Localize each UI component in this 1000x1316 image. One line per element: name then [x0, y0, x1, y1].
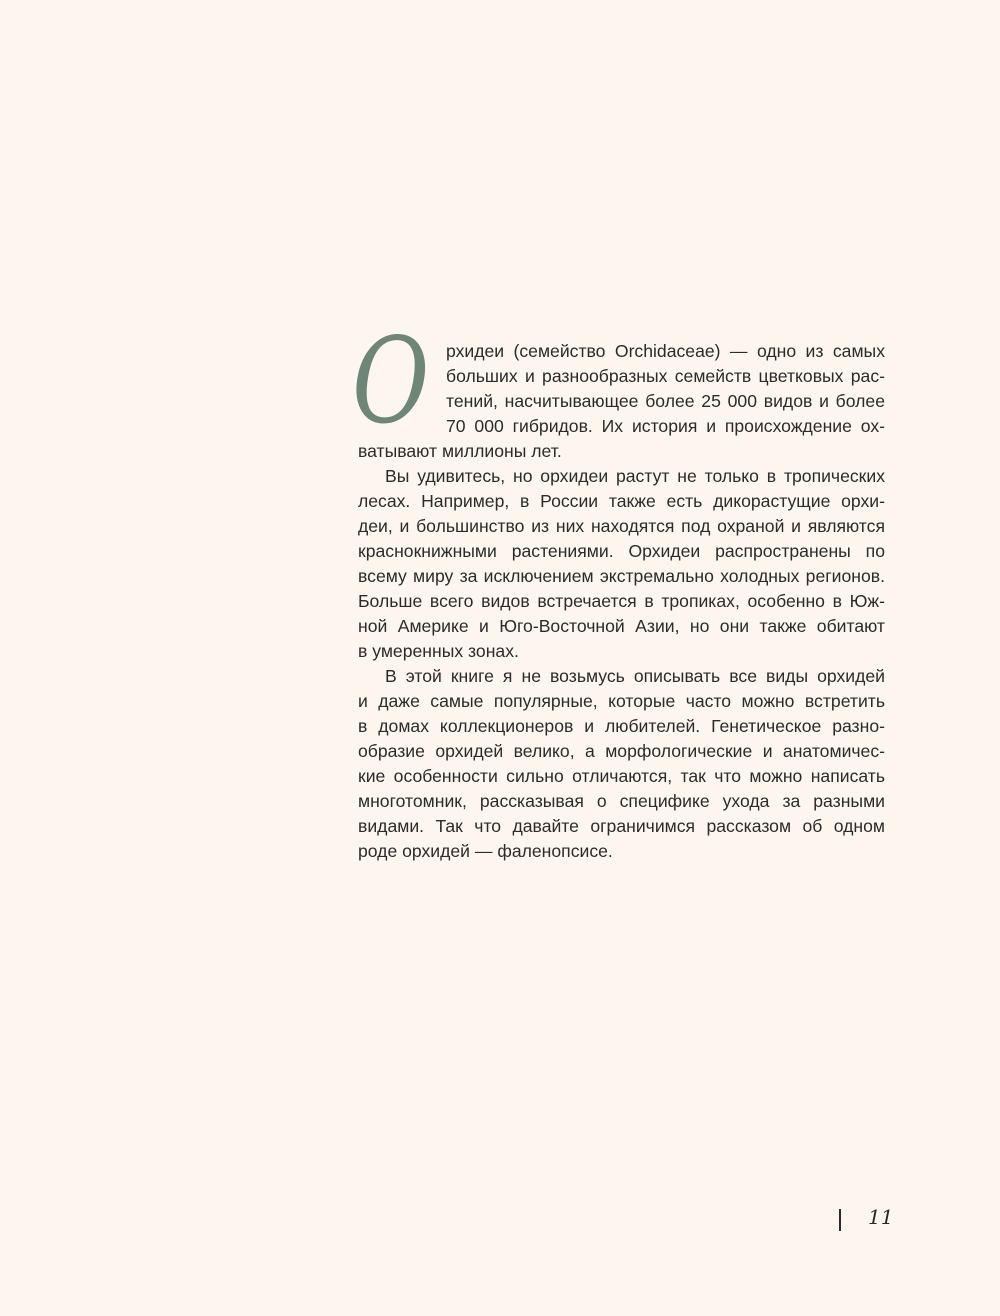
text-line: в умеренных зонах.	[358, 641, 519, 661]
text-line: больших и разнообразных семейств цветковых рас-	[446, 366, 885, 386]
text-line: в домах коллекционеров и любителей. Генетическое разно-	[358, 716, 885, 736]
page-number-divider	[839, 1209, 841, 1231]
text-line: Вы удивитесь, но орхидеи растут не только в тропических	[385, 466, 885, 486]
text-line: образие орхидей велико, а морфологические и анатомичес-	[358, 741, 885, 761]
text-line: лесах. Например, в России также есть дикорастущие орхи-	[358, 491, 885, 511]
text-line: ватывают миллионы лет.	[358, 441, 562, 461]
text-line: ной Америке и Юго-Восточной Азии, но они также обитают	[358, 616, 885, 636]
text-line: деи, и большинство из них находятся под охраной и являются	[358, 516, 885, 536]
text-line: В этой книге я не возьмусь описывать все виды орхидей	[385, 666, 885, 686]
page-number: 11	[868, 1205, 894, 1229]
text-line: всему миру за исключением экстремально холодных регионов.	[358, 566, 885, 586]
text-line: и даже самые популярные, которые часто можно встретить	[358, 691, 885, 711]
text-line: тений, насчитывающее более 25 000 видов и более	[446, 391, 885, 411]
text-line: роде орхидей — фаленопсисе.	[358, 841, 613, 861]
drop-cap: О	[352, 312, 430, 450]
text-line: многотомник, рассказывая о специфике ухода за разными	[358, 791, 885, 811]
text-line: краснокнижными растениями. Орхидеи распространены по	[358, 541, 885, 561]
text-line: 70 000 гибридов. Их история и происхождение ох-	[446, 416, 885, 436]
text-line: видами. Так что давайте ограничимся рассказом об одном	[358, 816, 885, 836]
text-line: рхидеи (семейство Orchidaceae) — одно из самых	[446, 341, 885, 361]
text-line: Больше всего видов встречается в тропиках, особенно в Юж-	[358, 591, 885, 611]
text-line: кие особенности сильно отличаются, так что можно написать	[358, 766, 885, 786]
